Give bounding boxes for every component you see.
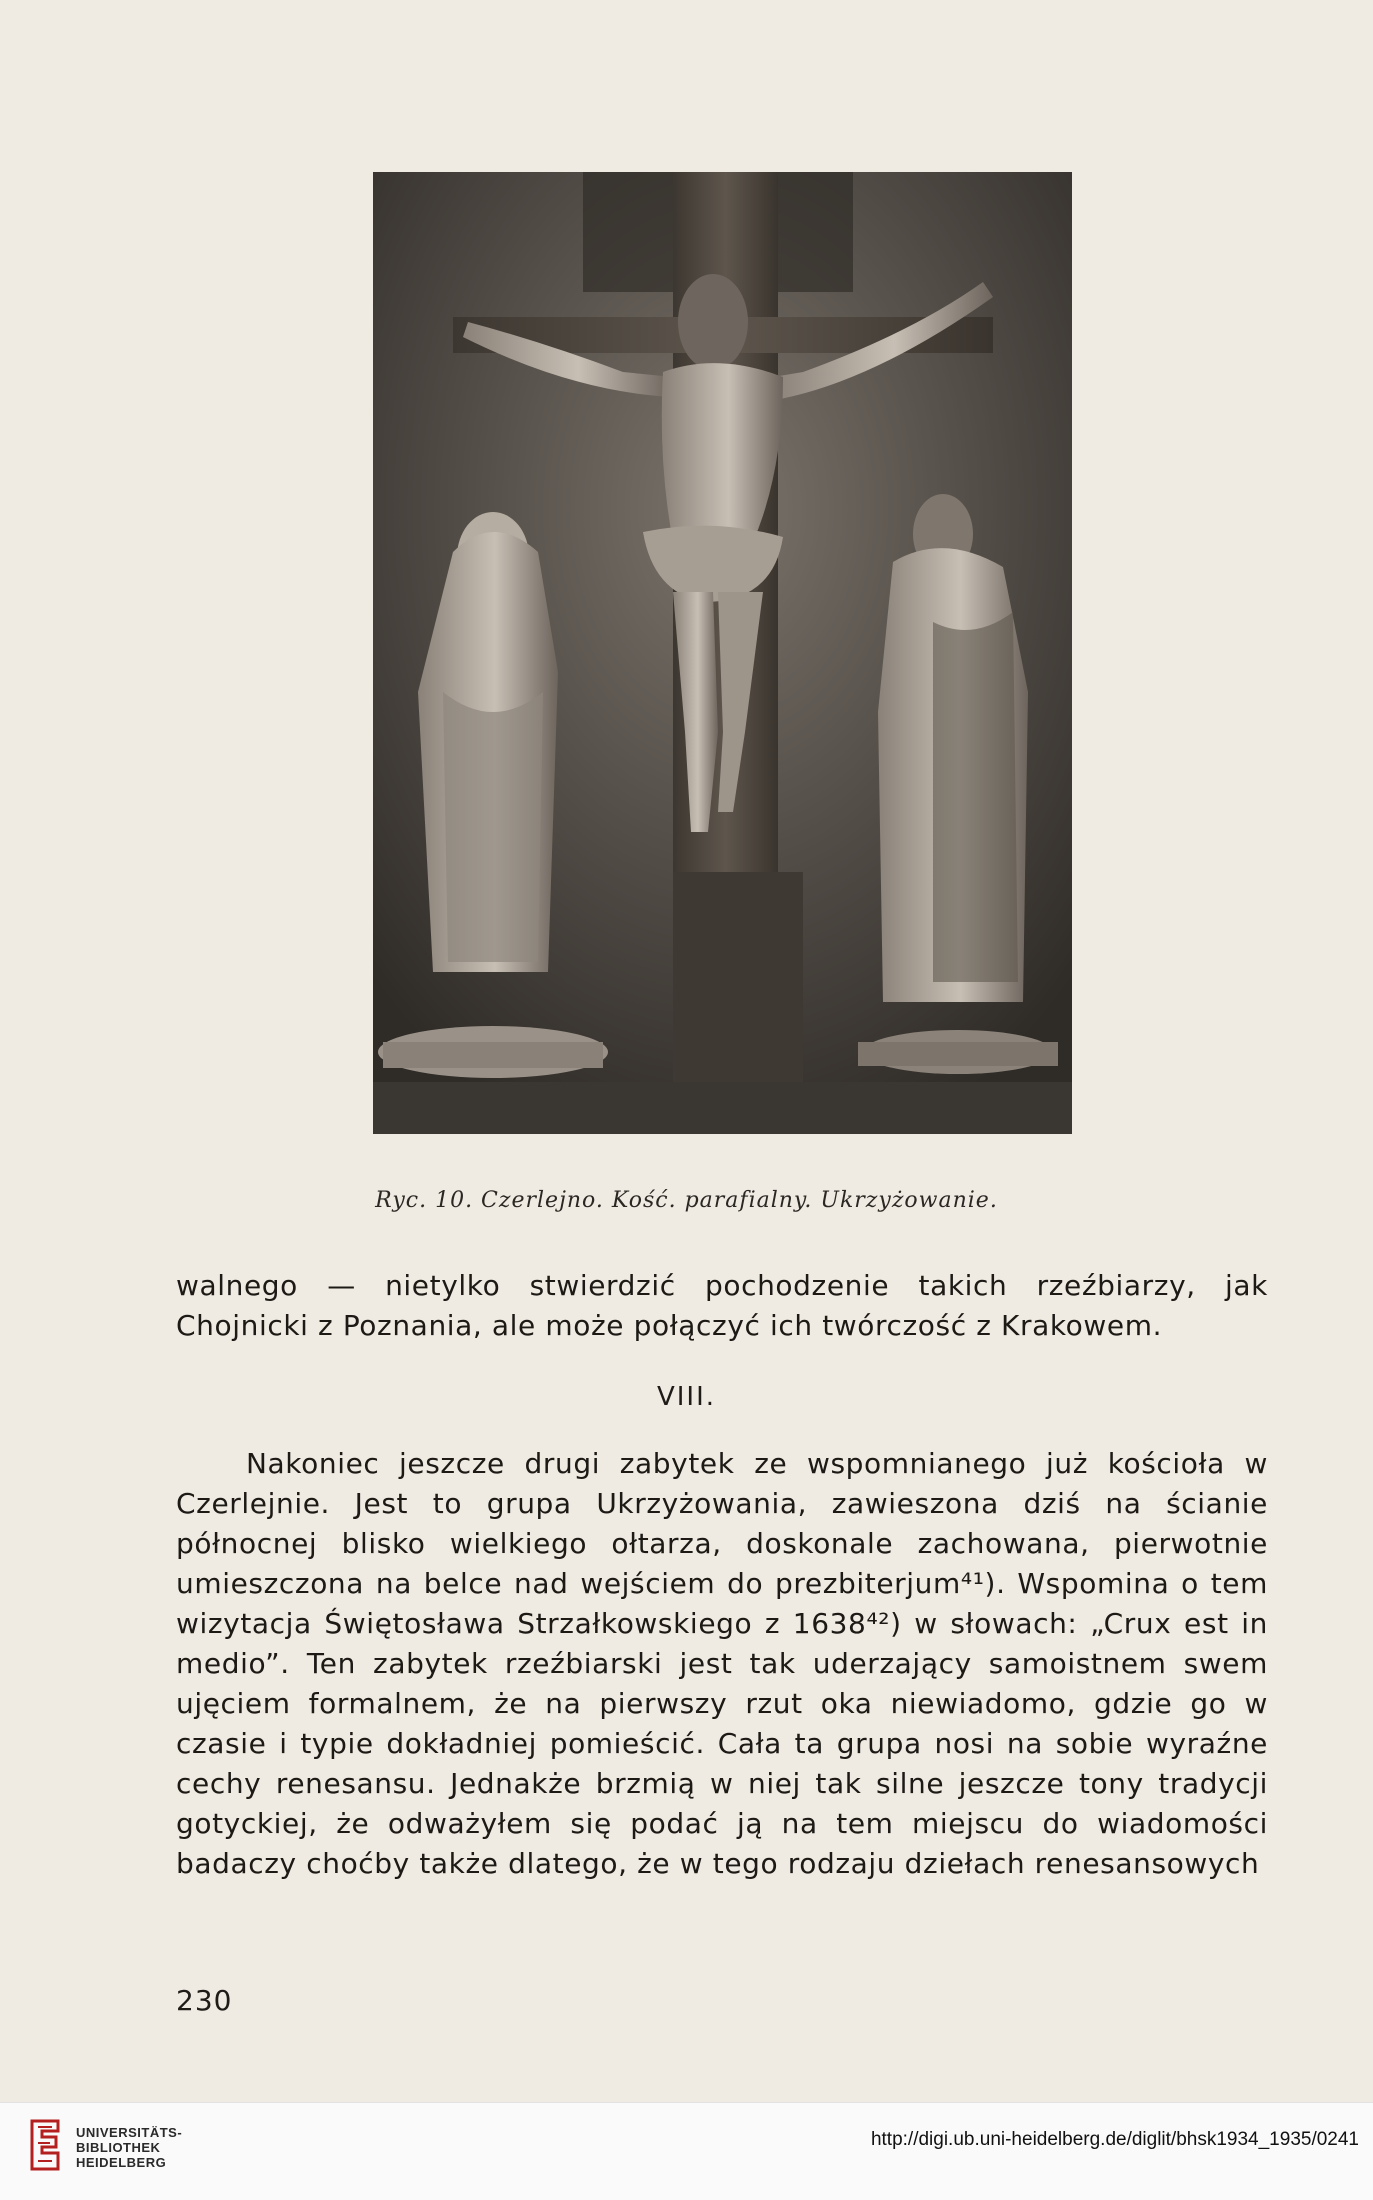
heidelberg-library-logo-icon [28, 2117, 62, 2173]
library-footer [0, 2102, 1373, 2200]
figure-caption: Ryc. 10. Czerlejno. Kość. parafialny. Ukrzyżowanie. [375, 1188, 998, 1213]
section-heading: VIII. [656, 1382, 717, 1412]
body-paragraph [176, 1444, 1268, 1884]
library-name-line: UNIVERSITÄTS- [76, 2125, 183, 2140]
library-name-line: HEIDELBERG [76, 2155, 167, 2170]
lead-text: walnego — nietylko stwierdzić pochodzenie takich rzeźbiarzy, jak Chojnicki z Poznania, ale może połączyć ich twórczość z Krakowem. [176, 1269, 1268, 1342]
crucifixion-photograph [373, 172, 1072, 1134]
page-number: 230 [176, 1984, 233, 2017]
digital-source-url[interactable]: http://digi.ub.uni-heidelberg.de/diglit/bhsk1934_1935/0241 [870, 2129, 1359, 2150]
body-paragraph-text: Nakoniec jeszcze drugi zabytek ze wspomnianego już kościoła w Czerlejnie. Jest to grupa Ukrzyżowania, zawieszona dziś na ścianie północnej blisko wielkiego ołtarza, doskonale zachowana, pierwotnie umieszczona na belce nad wejściem do prezbiterjum⁴¹). Wspomina o tem wizytacja Świętosława Strzałkowskiego z 1638⁴²) w słowach: „Crux est in medio”. Ten zabytek rzeźbiarski jest tak uderzający samoistnem swem ujęciem formalnem, że na pierwszy rzut oka niewiadomo, gdzie go w czasie i typie dokładniej pomieścić. Cała ta grupa nosi na sobie wyraźne cechy renesansu. Jednakże brzmią w niej tak silne jeszcze tony tradycji gotyckiej, że odważyłem się podać ją na tem miejscu do wiadomości badaczy choćby także dlatego, że w tego rodzaju dziełach renesansowych [176, 1447, 1268, 1880]
crucifixion-sculpture-image [373, 172, 1072, 1134]
lead-paragraph [176, 1266, 1268, 1346]
library-name-line: BIBLIOTHEK [76, 2140, 161, 2155]
library-name [76, 2125, 182, 2170]
